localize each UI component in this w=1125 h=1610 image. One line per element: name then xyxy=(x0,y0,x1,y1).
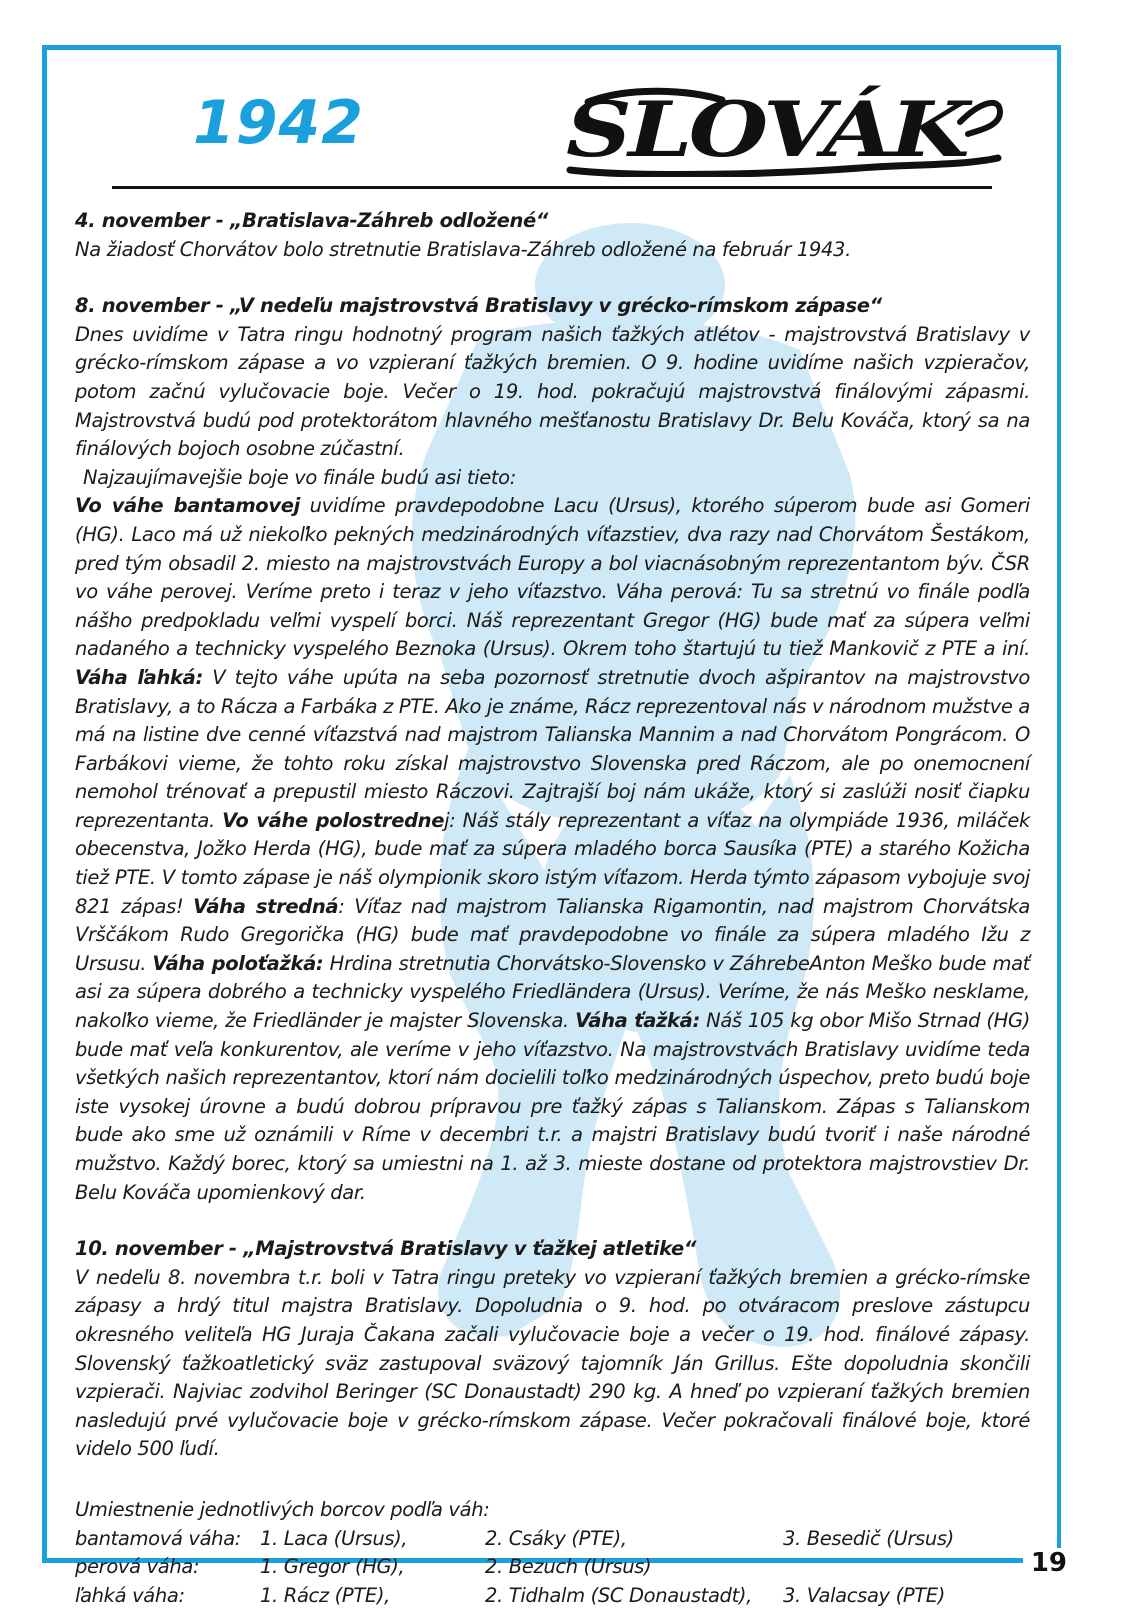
third-place: 3. Besedič (Ursus) xyxy=(783,1526,954,1550)
weight-class-label: Váha stredná xyxy=(193,894,339,918)
paragraph-text: V tejto váhe upúta na seba pozornosť stretnutie dvoch ašpirantov na majstrovstvo Bratislavy, a to Rácza a Farbáka z PTE. Ako je známe, Rácz reprezentoval nás v národnom mužstve a má na listine dve cenné víťazstvá nad majstrom Talianska Mannim a nad Chorvátom Pongrácom. O Farbákovi vieme, že tohto roku získal majstrovstvo Slovenska pred Ráczom, ale po onemocnení nemohol trénovať a prepustil miesto Ráczovi. Zajtrajší boj nám ukáže, ktorý si zaslúži nosiť čiapku reprezentanta. xyxy=(75,665,1030,832)
section-paragraph: Na žiadosť Chorvátov bolo stretnutie Bratislava-Záhreb odložené na február 1943. xyxy=(75,237,851,261)
weight-class: perová váha: xyxy=(75,1555,200,1579)
first-place: 1. Rácz (PTE), xyxy=(260,1583,390,1607)
first-place: 1. Gregor (HG), xyxy=(260,1555,405,1579)
second-place: 2. Bezuch (Ursus) xyxy=(485,1555,652,1579)
paragraph-text: uvidíme pravdepodobne Lacu (Ursus), ktorého súperom bude asi Gomeri (HG). Laco má už niekoľko pekných medzinárodných víťazstiev, dva razy nad Chorvátom Šestákom, pred tým obsadil 2. miesto na majstrovstvách Europy a bol viacnásobným reprezentantom býv. ČSR vo váhe perovej. Veríme preto i teraz v jeho víťazstvo. Váha perová: Tu sa stretnú vo finále podľa nášho predpokladu veľmi vyspelí borci. Náš reprezentant Gregor (HG) bude mať za súpera veľmi nadaného a technicky vyspelého Beznoka (Ursus). Okrem toho štartujú tu tiež Mankovič z PTE a iní. xyxy=(75,494,1030,661)
article-body xyxy=(75,207,1030,1610)
results-row xyxy=(75,1582,1030,1610)
third-place xyxy=(783,1553,1023,1582)
section-paragraph xyxy=(75,492,1030,1207)
section-paragraph: Najzaujímavejšie boje vo finále budú asi tieto: xyxy=(83,465,516,489)
results-title: Umiestnenie jednotlivých borcov podľa váh: xyxy=(75,1497,490,1521)
weight-class-label: Váha ľahká: xyxy=(75,665,203,689)
weight-class-label: Vo váhe bantamovej xyxy=(75,494,300,518)
first-place: 1. Laca (Ursus), xyxy=(260,1526,408,1550)
third-place: 3. Valacsay (PTE) xyxy=(783,1583,946,1607)
weight-class-label: Váha ťažká: xyxy=(575,1009,700,1033)
section-heading: 4. november - „Bratislava-Záhreb odložené“ xyxy=(75,209,549,232)
second-place: 2. Tidhalm (SC Donaustadt), xyxy=(485,1583,752,1607)
results-row xyxy=(75,1553,1030,1582)
results-row xyxy=(75,1525,1030,1554)
weight-class: ľahká váha: xyxy=(75,1583,185,1607)
paragraph-text: Hrdina stretnutia Chorvátsko-Slovensko v ZáhrebeAnton Meško bude mať asi za súpera dobrého a technicky vyspelého Friedländera (Ursus). Veríme, že nás Meško nesklame, nakoľko vieme, že Friedländer je majster Slovenska. xyxy=(75,951,1030,1033)
section-heading: 10. november - „Majstrovstvá Bratislavy v ťažkej atletike“ xyxy=(75,1237,697,1261)
paragraph-text: Náš 105 kg obor Mišo Strnad (HG) bude mať veľa konkurentov, ale veríme v jeho víťazstvo. Na majstrovstvách Bratislavy uvidíme teda všetkých našich reprezentantov, ktorí nám docielili toľko medzinárodných úspechov, preto budú boje iste vysokej úrovne a budú dobrou prípravou pre ťažký zápas s Talianskom. Zápas s Talianskom bude ako sme už oznámili v Ríme v decembri t.r. a majstri Bratislavy budú tvoriť i naše národné mužstvo. Každý borec, ktorý sa umiestni na 1. až 3. mieste dostane od protektora majstrovstiev Dr. Belu Kováča upomienkový dar. xyxy=(75,1009,1030,1204)
second-place: 2. Csáky (PTE), xyxy=(485,1526,627,1550)
header-rule xyxy=(112,186,992,189)
weight-class-label: Vo váhe polostredne xyxy=(222,808,445,832)
svg-text:SLOVÁK: SLOVÁK xyxy=(566,85,900,174)
year-title: 1942 xyxy=(193,88,364,158)
weight-class-label: Váha poloťažká: xyxy=(152,951,324,975)
page-number: 19 xyxy=(1023,1548,1075,1578)
section-paragraph: V nedeľu 8. novembra t.r. boli v Tatra ringu preteky vo vzpieraní ťažkých bremien a grécko-rímske zápasy a hrdý titul majstra Bratislavy. Dopoludnia o 9. hod. po otváracom preslove zástupcu okresného veliteľa HG Juraja Čakana začali vylučovacie boje a večer o 19. hod. finálové zápasy. Slovenský ťažkoatletický sväz zastupoval svӓzový tajomník Ján Grillus. Ešte dopoludnia skončili vzpierači. Najviac zodvihol Beringer (SC Donaustadt) 290 kg. A hneď po vzpieraní ťažkých bremien nasledujú prvé vylučovacie boje v grécko-rímskom zápase. Večer pokračovali finálové boje, ktoré videlo 500 ľudí. xyxy=(75,1265,1030,1461)
section-paragraph: Dnes uvidíme v Tatra ringu hodnotný program našich ťažkých atlétov - majstrovstvá Bratislavy v grécko-rímskom zápase a vo vzpieraní ťažkých bremien. O 9. hodine uvidíme našich vzpieračov, potom začnú vylučovacie boje. Večer o 19. hod. pokračujú majstrovstvá finálovými zápasmi. Majstrovstvá budú pod protektorátom hlavného mešťanostu Bratislavy Dr. Belu Kováča, ktorý sa na finálových bojoch osobne zúčastní. xyxy=(75,322,1030,461)
results-table xyxy=(75,1496,1030,1610)
weight-class: bantamová váha: xyxy=(75,1526,242,1550)
section-heading: 8. november - „V nedeľu majstrovstvá Bratislavy v grécko-rímskom zápase“ xyxy=(75,294,882,318)
paragraph-text: : Víťaz nad majstrom Talianska Rigamontin, nad majstrom Chorvátska Vrščákom Rudo Gregorička (HG) bude mať pravdepodobne vo finále za súpera mladého Ižu z Ursusu. xyxy=(75,894,1030,975)
paragraph-text: j: Náš stály reprezentant a víťaz na olympiáde 1936, miláček obecenstva, Jožko Herda (HG), bude mať za súpera mladého borca Sausíka (PTE) a starého Kožicha tiež PTE. V tomto zápase je náš olympionik skoro istým víťazom. Herda týmto zápasom vybojuje svoj 821 zápas! xyxy=(75,808,1030,918)
slovak-logo xyxy=(560,82,1005,177)
